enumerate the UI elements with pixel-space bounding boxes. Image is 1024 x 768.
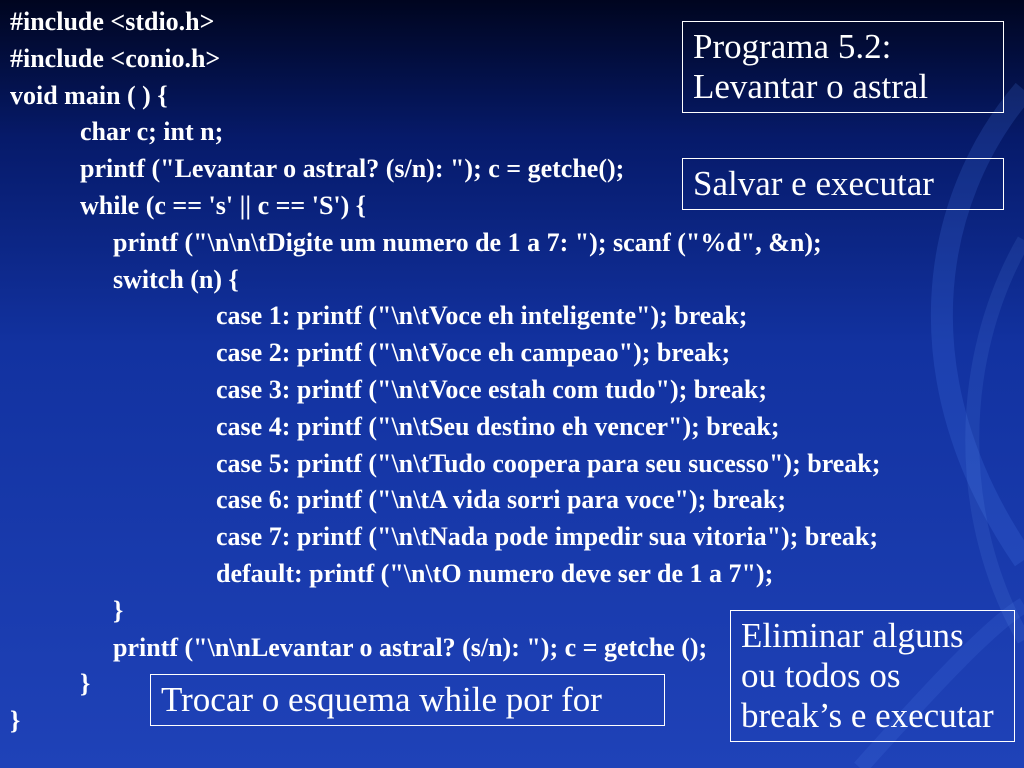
note-box-run-hint bbox=[682, 158, 1004, 210]
note-box-program-title bbox=[682, 21, 1004, 113]
code-line: case 1: printf ("\n\tVoce eh inteligente"); break; bbox=[216, 301, 748, 331]
code-line: #include <stdio.h> bbox=[10, 7, 215, 36]
code-line: switch (n) { bbox=[113, 264, 239, 294]
note-line: Levantar o astral bbox=[693, 67, 929, 106]
code-line: printf ("Levantar o astral? (s/n): "); c = getche(); bbox=[80, 154, 625, 184]
code-line: } bbox=[80, 669, 91, 699]
code-line: printf ("\n\n\tDigite um numero de 1 a 7: "); scanf ("%d", &n); bbox=[113, 227, 822, 257]
code-line: #include <conio.h> bbox=[10, 43, 221, 73]
code-line: while (c == 's' || c == 'S') { bbox=[80, 190, 367, 220]
note-line: ou todos os bbox=[741, 656, 901, 695]
note-line: Salvar e executar bbox=[693, 164, 934, 203]
note-line: Eliminar alguns bbox=[741, 616, 964, 655]
code-line: } bbox=[10, 706, 21, 736]
code-line: default: printf ("\n\tO numero deve ser de 1 a 7"); bbox=[216, 558, 774, 588]
note-box-break-hint bbox=[730, 610, 1015, 742]
code-line: char c; int n; bbox=[80, 117, 224, 147]
code-line: printf ("\n\nLevantar o astral? (s/n): "); c = getche (); bbox=[113, 632, 708, 662]
code-line: case 5: printf ("\n\tTudo coopera para seu sucesso"); break; bbox=[216, 448, 881, 478]
code-line: } bbox=[113, 595, 124, 625]
note-line: Trocar o esquema while por for bbox=[161, 680, 602, 719]
code-line: case 2: printf ("\n\tVoce eh campeao"); break; bbox=[216, 338, 731, 368]
code-line: case 4: printf ("\n\tSeu destino eh vencer"); break; bbox=[216, 411, 780, 441]
code-line: void main ( ) { bbox=[10, 80, 168, 110]
note-box-loop-hint bbox=[150, 674, 665, 726]
note-line: break’s e executar bbox=[741, 696, 994, 735]
note-line: Programa 5.2: bbox=[693, 27, 892, 66]
code-line: case 6: printf ("\n\tA vida sorri para voce"); break; bbox=[216, 485, 786, 515]
code-line: case 7: printf ("\n\tNada pode impedir sua vitoria"); break; bbox=[216, 522, 879, 552]
code-line: case 3: printf ("\n\tVoce estah com tudo"); break; bbox=[216, 374, 767, 404]
